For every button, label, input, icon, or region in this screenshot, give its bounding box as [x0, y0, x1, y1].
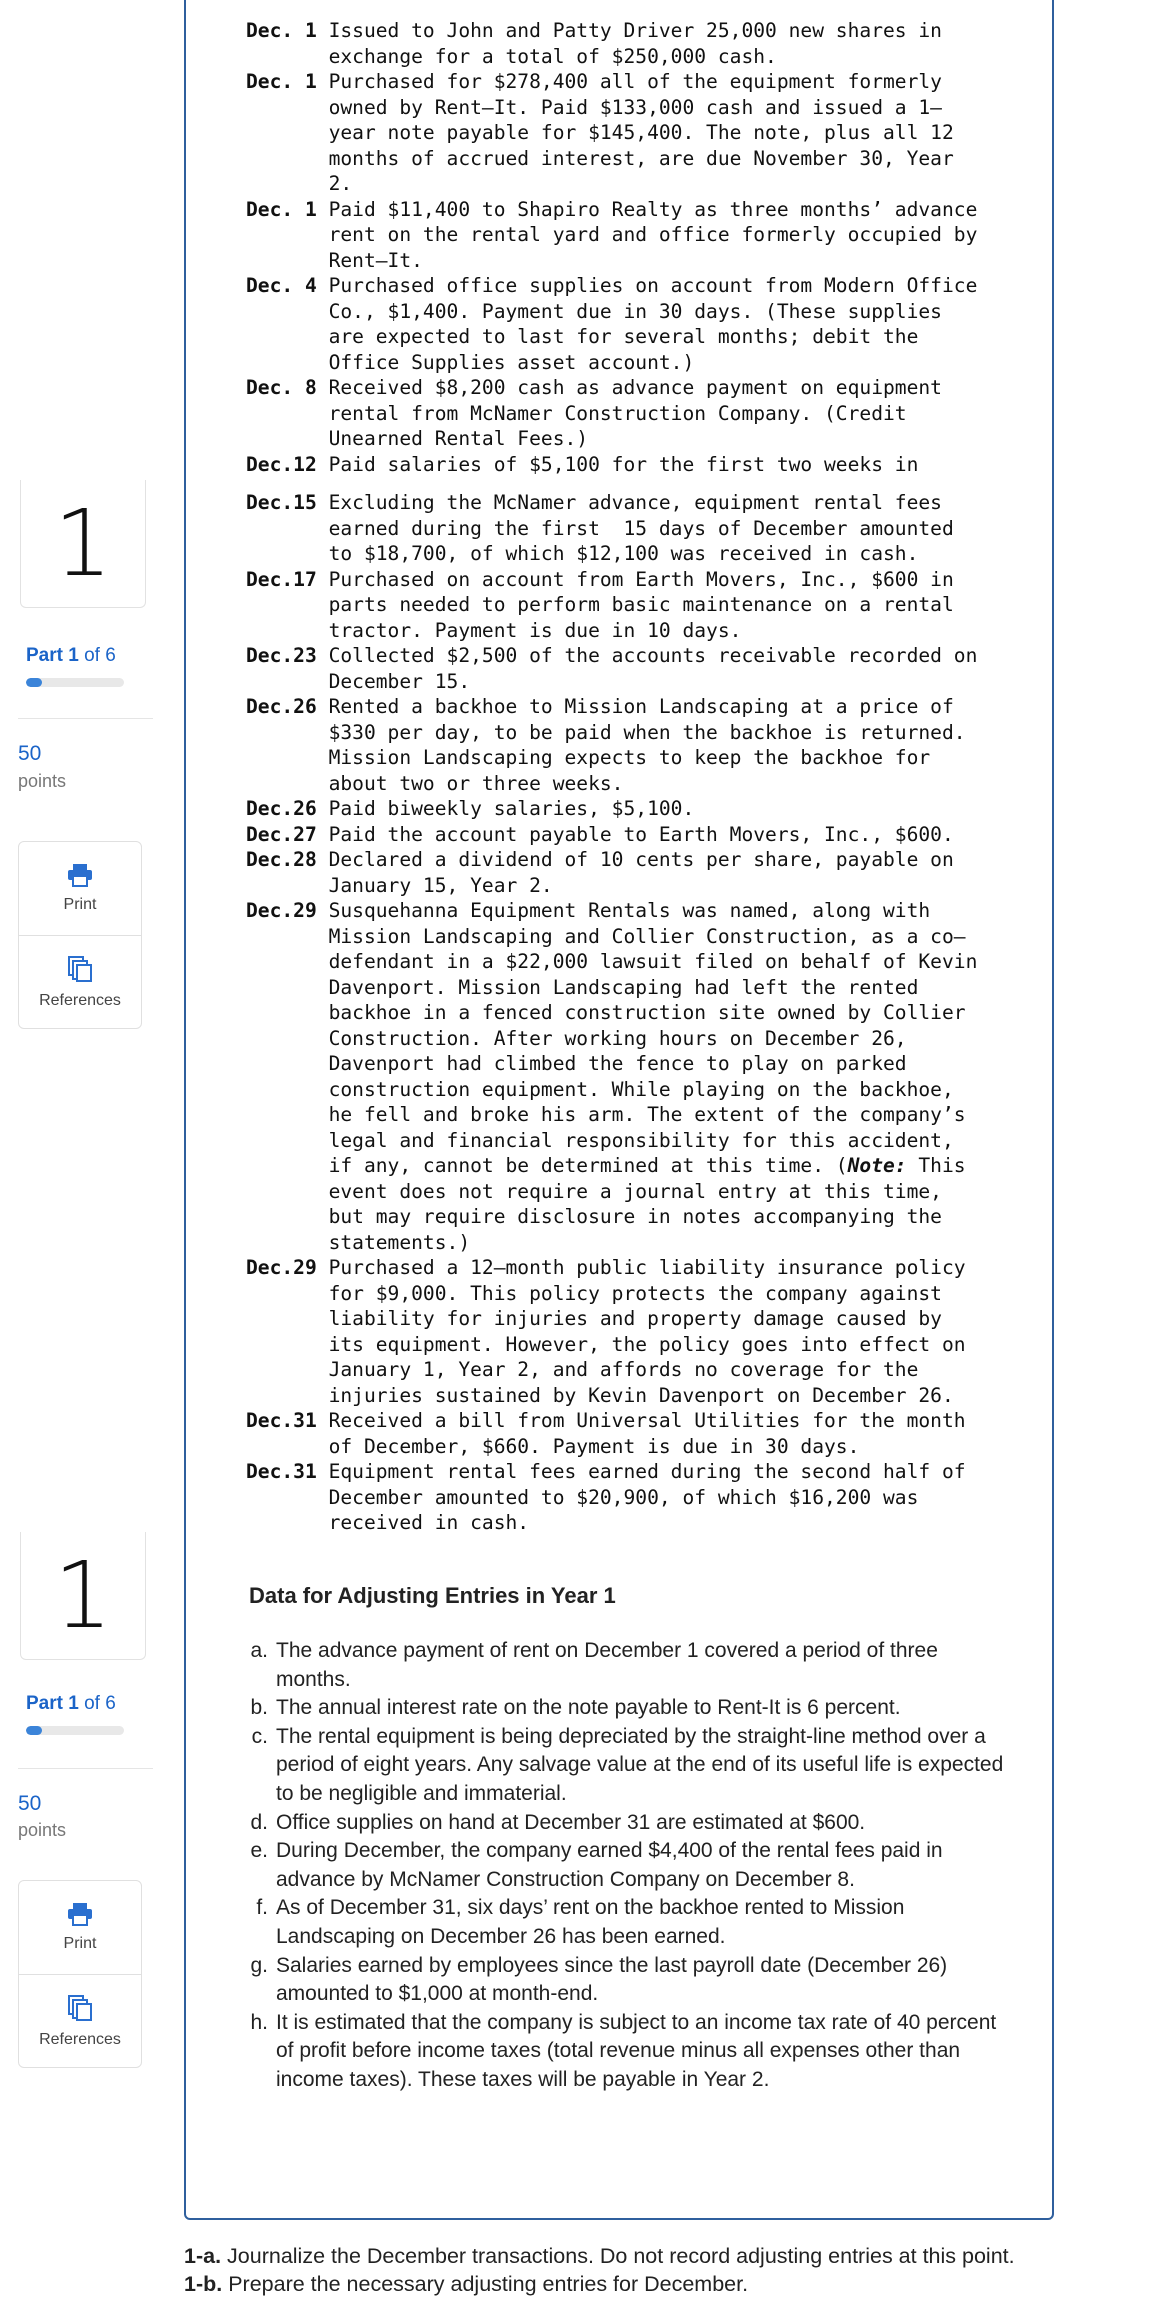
transaction-text: parts needed to perform basic maintenance on a rental [328, 593, 954, 616]
transaction-line [246, 490, 1006, 516]
transaction-text: legal and financial responsibility for this accident, [328, 1128, 954, 1152]
transaction-line [246, 1255, 1006, 1281]
references-label: References [39, 991, 121, 1009]
transaction-date: Dec.27 [246, 822, 317, 846]
instruction-1b [184, 2270, 1084, 2298]
transaction-text: if any, cannot be determined at this time. (Note: This [328, 1154, 966, 1177]
transaction-date: Dec.26 [246, 695, 317, 718]
transaction-date: Dec. 4 [246, 274, 317, 297]
transaction-line [246, 1408, 1006, 1434]
transaction-text: injuries sustained by Kevin Davenport on December 26. [328, 1383, 954, 1407]
transaction-line [246, 18, 1006, 44]
transaction-line-cont [246, 1434, 1006, 1460]
transaction-line-cont [246, 299, 1006, 325]
transaction-text: Paid biweekly salaries, $5,100. [328, 797, 695, 820]
transaction-text: exchange for a total of $250,000 cash. [328, 44, 777, 68]
part-prefix: Part [26, 1693, 63, 1714]
transaction-text: event does not require a journal entry at this time, [328, 1179, 942, 1203]
references-label: References [39, 2030, 121, 2048]
transaction-text: Declared a dividend of 10 cents per share, payable on [328, 848, 954, 871]
transaction-line-cont [246, 516, 1006, 542]
references-icon [67, 1994, 93, 2022]
adjusting-item-text: The annual interest rate on the note payable to Rent-It is 6 percent. [276, 1696, 901, 1720]
transaction-line-cont [246, 1179, 1006, 1205]
part-progress-fill [26, 1726, 42, 1735]
transaction-line-cont [246, 120, 1006, 146]
transaction-line [246, 898, 1006, 924]
part-indicator [26, 1693, 116, 1715]
adjusting-item [244, 1837, 1004, 1894]
transaction-text: Mission Landscaping and Collier Construction, as a co– [328, 924, 966, 948]
transaction-line-cont [246, 949, 1006, 975]
transaction-line [246, 847, 1006, 873]
transaction-text: of December, $660. Payment is due in 30 days. [328, 1434, 860, 1458]
transaction-date: Dec.31 [246, 1409, 317, 1432]
transaction-line [246, 643, 1006, 669]
print-button[interactable] [19, 1881, 141, 1974]
transaction-line-cont [246, 720, 1006, 746]
transaction-text: Paid salaries of $5,100 for the first two weeks in [328, 452, 919, 476]
transaction-line-cont [246, 1306, 1006, 1332]
transaction-line-cont [246, 171, 1006, 197]
transaction-text: Susquehanna Equipment Rentals was named, along with [328, 899, 931, 922]
question-number-box [20, 1532, 146, 1660]
transaction-text: Purchased a 12–month public liability insurance policy [328, 1256, 966, 1279]
transaction-text: owned by Rent–It. Paid $133,000 cash and issued a 1– [328, 95, 942, 119]
instructions [184, 2242, 1084, 2298]
transaction-date: Dec.26 [246, 797, 317, 820]
adjusting-item-text: Office supplies on hand at December 31 are estimated at $600. [276, 1810, 866, 1834]
transaction-date: Dec.12 [246, 452, 317, 476]
transaction-line-cont [246, 95, 1006, 121]
transaction-line-cont [246, 1102, 1006, 1128]
transaction-line [246, 694, 1006, 720]
transaction-line [246, 822, 1006, 848]
transaction-text: Davenport. Mission Landscaping had left the rented [328, 975, 919, 999]
transaction-date: Dec.29 [246, 1256, 317, 1279]
transaction-date: Dec.15 [246, 491, 317, 514]
instruction-1a [184, 2242, 1084, 2270]
transaction-text: 2. [328, 172, 353, 195]
transaction-text: statements.) [328, 1230, 471, 1254]
transaction-text: about two or three weeks. [328, 771, 624, 795]
transaction-text: rent on the rental yard and office formerly occupied by [328, 223, 978, 246]
transaction-line-cont [246, 1357, 1006, 1383]
instruction-text: Prepare the necessary adjusting entries for December. [228, 2272, 749, 2296]
transaction-line-cont [246, 975, 1006, 1001]
points-value: 50 [18, 742, 42, 765]
transaction-text: but may require disclosure in notes accompanying the [328, 1205, 942, 1228]
transaction-text: year note payable for $145,400. The note, plus all 12 [328, 121, 954, 144]
transaction-text: construction equipment. While playing on the backhoe, [328, 1077, 954, 1101]
transaction-line-cont [246, 1510, 1006, 1536]
transaction-text: he fell and broke his arm. The extent of the company’s [328, 1103, 966, 1126]
instruction-label: 1-b. [184, 2272, 223, 2296]
adjusting-item [244, 1723, 1004, 1809]
transaction-text: Purchased office supplies on account from Modern Office [328, 274, 978, 297]
adjusting-item-text: The advance payment of rent on December 1 covered a period of three months. [276, 1639, 938, 1691]
transaction-text: earned during the first 15 days of December amounted [328, 516, 954, 540]
transaction-text: to $18,700, of which $12,100 was received in cash. [328, 542, 919, 565]
adjusting-item [244, 1894, 1004, 1951]
transaction-date: Dec. 1 [246, 197, 317, 221]
transaction-text: Paid $11,400 to Shapiro Realty as three months’ advance [328, 197, 978, 221]
transaction-line [246, 69, 1006, 95]
transaction-text: Rent–It. [328, 248, 423, 272]
adjusting-item-text: It is estimated that the company is subject to an income tax rate of 40 percent of profit before income taxes (total revenue minus all expenses other than income taxes). These taxes will be payable in Year 2. [276, 2010, 997, 2091]
adjusting-item-letter: b. [250, 1696, 268, 1720]
transaction-text: Purchased on account from Earth Movers, Inc., $600 in [328, 567, 954, 591]
transaction-text: Paid the account payable to Earth Movers, Inc., $600. [328, 822, 954, 846]
adjusting-item [244, 1694, 1004, 1723]
transaction-line-cont [246, 924, 1006, 950]
transaction-text: Received $8,200 cash as advance payment on equipment [328, 376, 942, 399]
transaction-text: backhoe in a fenced construction site owned by Collier [328, 1001, 966, 1024]
tools-panel [18, 1880, 142, 2068]
adjusting-item-letter: d. [250, 1810, 268, 1834]
transaction-text: Co., $1,400. Payment due in 30 days. (These supplies [328, 299, 942, 323]
transaction-text: January 15, Year 2. [328, 873, 553, 897]
transaction-text: December amounted to $20,900, of which $16,200 was [328, 1485, 919, 1509]
question-number: 1 [53, 489, 113, 597]
references-button[interactable] [19, 1974, 141, 2067]
transaction-line-cont [246, 771, 1006, 797]
transaction-date: Dec. 8 [246, 376, 317, 399]
points-value: 50 [18, 1792, 42, 1815]
adjusting-item-letter: c. [251, 1724, 268, 1748]
transaction-text: Collected $2,500 of the accounts receivable recorded on [328, 644, 978, 667]
transaction-line-cont [246, 44, 1006, 70]
transaction-line-cont [246, 1332, 1006, 1358]
adjusting-item-letter: f. [256, 1896, 268, 1920]
transaction-date: Dec.17 [246, 567, 317, 591]
points-label: points [18, 1820, 67, 1840]
transaction-text: defendant in a $22,000 lawsuit filed on behalf of Kevin [328, 950, 978, 973]
adjusting-item [244, 1952, 1004, 2009]
transaction-text: rental from McNamer Construction Company. (Credit [328, 401, 907, 425]
transaction-date: Dec.23 [246, 644, 317, 667]
transaction-text: liability for injuries and property damage caused by [328, 1307, 942, 1330]
part-prefix: Part [26, 645, 63, 666]
adjusting-entries-list [244, 1637, 1004, 2095]
transaction-line [246, 796, 1006, 822]
adjusting-item [244, 1809, 1004, 1838]
transaction-line-cont [246, 1383, 1006, 1409]
adjusting-item-text: Salaries earned by employees since the last payroll date (December 26) amounted to $1,000 at month-end. [276, 1953, 948, 2006]
transaction-text: Received a bill from Universal Utilities for the month [328, 1409, 966, 1432]
transaction-line-cont [246, 1230, 1006, 1256]
adjusting-item-text: As of December 31, six days’ rent on the backhoe rented to Mission Landscaping on December 26 has been earned. [276, 1896, 905, 1948]
transaction-text: months of accrued interest, are due November 30, Year [328, 146, 954, 170]
adjusting-item-letter: g. [250, 1953, 268, 1977]
transaction-line-cont [246, 1077, 1006, 1103]
transaction-line [246, 273, 1006, 299]
transaction-date: Dec.28 [246, 848, 317, 871]
part-progress-bar [26, 1726, 124, 1735]
transaction-date: Dec. 1 [246, 19, 317, 42]
adjusting-item-letter: h. [250, 2010, 268, 2034]
transaction-line-cont [246, 745, 1006, 771]
transaction-line-cont [246, 1281, 1006, 1307]
transaction-line-cont [246, 541, 1006, 567]
transaction-line-cont [246, 1153, 1006, 1179]
transaction-line [246, 1459, 1006, 1485]
transaction-line-cont [246, 1128, 1006, 1154]
transaction-date: Dec. 1 [246, 70, 317, 93]
adjusting-item-text: The rental equipment is being depreciated by the straight-line method over a period of eight years. Any salvage value at the end of its useful life is expected to be negligible and immaterial. [276, 1724, 1004, 1805]
transaction-line-cont [246, 618, 1006, 644]
transaction-line [246, 375, 1006, 401]
transaction-line [246, 452, 1006, 478]
transaction-text: January 1, Year 2, and affords no coverage for the [328, 1358, 919, 1381]
print-label: Print [63, 896, 97, 913]
transaction-line-cont [246, 324, 1006, 350]
transaction-line-cont [246, 1051, 1006, 1077]
instruction-text: Journalize the December transactions. Do not record adjusting entries at this point. [227, 2244, 1015, 2268]
part-number: 1 [68, 1693, 79, 1714]
transaction-text: Equipment rental fees earned during the second half of [328, 1460, 966, 1483]
transaction-text: Issued to John and Patty Driver 25,000 new shares in [328, 19, 942, 42]
part-number: 1 [68, 645, 79, 666]
part-of: of 6 [84, 645, 116, 666]
transaction-text: Rented a backhoe to Mission Landscaping at a price of [328, 695, 954, 718]
transaction-text: are expected to last for several months; debit the [328, 325, 919, 348]
instruction-label: 1-a. [184, 2244, 222, 2268]
transaction-line-cont [246, 1026, 1006, 1052]
transaction-text: Mission Landscaping expects to keep the backhoe for [328, 746, 931, 769]
transaction-text: Davenport had climbed the fence to play on parked [328, 1052, 907, 1075]
transaction-line-cont [246, 350, 1006, 376]
adjusting-item [244, 1637, 1004, 1694]
print-label: Print [63, 1935, 97, 1952]
printer-icon [67, 1902, 93, 1926]
adjusting-item-letter: e. [250, 1839, 268, 1863]
question-sidebar-repeat [0, 0, 160, 2100]
transaction-date: Dec.31 [246, 1460, 317, 1483]
transaction-line-cont [246, 401, 1006, 427]
transaction-line-cont [246, 1000, 1006, 1026]
transaction-line-cont [246, 669, 1006, 695]
adjusting-item-text: During December, the company earned $4,400 of the rental fees paid in advance by McNamer Construction Company on December 8. [276, 1839, 943, 1891]
adjusting-item-letter: a. [250, 1639, 268, 1662]
transaction-text: tractor. Payment is due in 10 days. [328, 618, 742, 642]
transaction-line-cont [246, 222, 1006, 248]
question-number: 1 [53, 1541, 113, 1649]
adjusting-entries-title: Data for Adjusting Entries in Year 1 [249, 1583, 616, 1608]
points-label: points [18, 771, 67, 791]
transaction-text: Construction. After working hours on December 26, [328, 1026, 907, 1050]
transaction-line-cont [246, 146, 1006, 172]
transaction-line-cont [246, 873, 1006, 899]
transaction-line-cont [246, 592, 1006, 618]
transaction-line-cont [246, 1485, 1006, 1511]
transaction-text: Purchased for $278,400 all of the equipment formerly [328, 70, 942, 93]
transaction-line [246, 197, 1006, 223]
transaction-line-cont [246, 248, 1006, 274]
transaction-text: Excluding the McNamer advance, equipment rental fees [328, 491, 942, 514]
transaction-text: Office Supplies asset account.) [328, 350, 695, 374]
transaction-line-cont [246, 426, 1006, 452]
transaction-text: December 15. [328, 669, 471, 693]
adjusting-item [244, 2009, 1004, 2095]
divider [18, 1768, 153, 1769]
transaction-text: $330 per day, to be paid when the backhoe is returned. [328, 720, 966, 744]
transaction-text: Unearned Rental Fees.) [328, 427, 589, 450]
transaction-text: received in cash. [328, 1511, 530, 1534]
transaction-text: its equipment. However, the policy goes into effect on [328, 1332, 966, 1356]
part-of: of 6 [84, 1693, 116, 1714]
transaction-text: for $9,000. This policy protects the company against [328, 1281, 942, 1305]
transaction-line-cont [246, 1204, 1006, 1230]
transaction-line [246, 567, 1006, 593]
transaction-date: Dec.29 [246, 899, 317, 922]
